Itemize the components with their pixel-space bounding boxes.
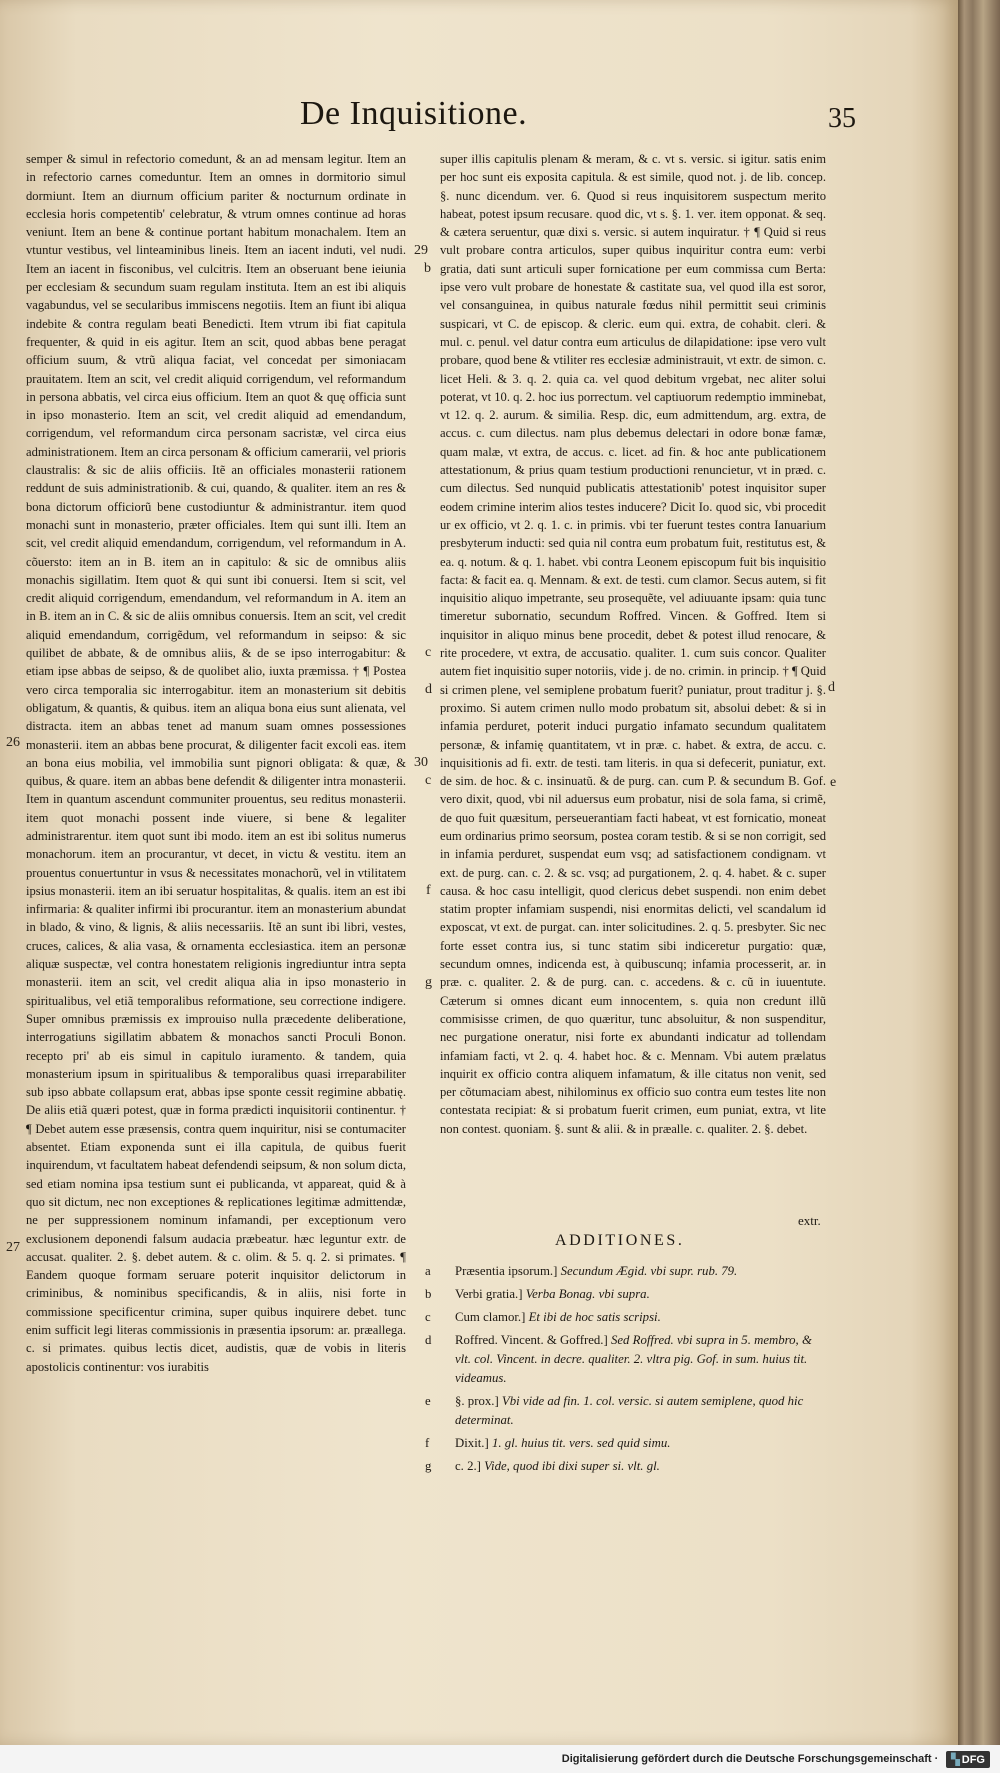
margin-letter-f: f [426,883,431,898]
left-text-column [26,150,406,1470]
addition-letter: f [425,1436,430,1450]
margin-number-30: 30 [414,755,428,770]
addition-letter: a [425,1264,431,1278]
right-column-text: super illis capitulis plenam & meram, & c. vt s. versic. si igitur. satis enim per hoc sunt eis exposita capitula. & est simile, quod not. j. de lib. concep. §. nunc dicendum. ver. 6. Quod si reus inquisitorem suspectum merito habeat, potest ipsum recusare. quod dic, vt s. §. 1. ver. item opponat. & seq. & cætera seruentur, quæ dixi s. versic. si autem inquiratur. † ¶ Quid si reus vult probare contra articulos, super quibus inquiritur contra eum: verbi gratia, dati sunt articuli super fornicatione per eum commissa cum Berta: ipse vero vult probare de honestate & castitate sua, vel quod illa est soror, vel consanguinea, in quibus naturale fœdus nihil permittit seui criminis suspicari, vt C. de episcop. & cleric. eum qui. extra, de cohabit. cleri. & mul. c. penul. vel datur contra eum articulus de dilapidatione: ipse vero vult probare, quod bene & vtiliter res ecclesiæ administrauit, vt extr. de simon. c. licet Heli. & 3. q. 2. quia ca. vel quod debitum vrgebat, nec aliter solui poterat, vt 10. q. 2. hoc ius porrectum. vel captiuorum redemptio imminebat, vt 12. q. 2. aurum. & similia. Resp. dic, eum admittendum, arg. extra, de accus. c. cum dilectus. nam plus debemus delectari in odore bonæ famæ, quam malæ, vt extra, de accus. c. licet. ad fin. & hoc ante publicationem attestationum, & prius quam testium productioni renuncietur, vt in præd. c. cum dilectus. Sed nunquid publicatis attestationib' potest inquisitor super eodem crimine interim alios testes inducere? Dicit Io. quod sic, vbi procedit ur ex officio, vt 2. q. 1. c. in primis. vbi ter fuerunt testes contra Ianuarium presbyterum inducti: sed quia nil contra eum probatum fuit, restitutus est, & ea. q. notum. & q. 1. habet. vbi contra Leonem episcopum fuit bis inquisitio facta: & facit ea. q. Mennam. & ext. de testi. cum clamor. Secus autem, si fit inquisitio aliquo impetrante, seu prosequẽte, vel adiuuante ipsam: quia tunc timeretur subornatio, secundum Roffred. Vincen. & Goffred. Item si inquisitor in aliquo minus bene procedit, debet & potest illud renocare, & rite procedere, vt extra, de accusatio. qualiter. 1. cum suis concor. Qualiter autem fiet inquisitio super notoriis, vide j. de no. crimin. in princip. † ¶ Quid si crimen plene, vel semiplene probatum fuerit? puniatur, prout traditur j. §. proximo. Si autem crimen nullo modo probatum sit, absolui debet: & si in infamia perduret, poterit induci purgatio infamato secundum qualitatem personæ, & infamię quantitatem, vt in præ. c. habet. & extra, de accu. c. inquisitionis ad fi. extr. de testi. tam literis. in qua si defecerit, puniatur, ext. de sim. de hoc. & c. insinuatũ. & de purg. can. cum P. & secundum B. Gof. vero dixit, quod, vbi nil aduersus eum probatur, nisi de sola fama, si crimẽ, de quo fuit quæsitum, perseuerantiam facti habeat, vt est fornicatio, moneat eum ordinarius primo seorsum, postea coram testib. & si se non corrigit, sed in infamia perduret, suspendat eum vsq; ad satisfactionem condignam. vt ext. de purg. can. c. 2. & sc. vsq; ad purgationem, 2. q. 4. habet. & c. super causa. & hoc casu intelligit, quod clericus debet suspendi. non enim debet statim propter infamiam suspendi, nisi enormitas delicti, vel scandalum id exposcat, vt ext. de purgat. can. inter solicitudines. 2. q. 5. presbyter. Sic nec forte esset contra ius, si tunc statim sibi indiceretur purgatio: quæ, secundum omnes, indicenda est, à quibuscunq; infamia processerit, ar. in præ. c. qualiter. 2. & de purg. can. c. accedens. & c. cũ in iuuentute. Cæterum si omnes dicant eum innocentem, s. quia non credunt illũ commisisse crimen, de quo quæritur, tunc absoluitur, & non suspenditur, nec purgatione oneratur, nisi forte ex abundanti indicatur ad tollendam infamiam facti, vt 2. q. 4. habet hoc. & c. Mennam. Vbi autem prælatus inquirit ex officio contra aliquem infamatum, & ille citatus non venit, sed per cõtumaciam abest, nihilominus ex officio suo contra eum testes lite non contestata recipiat: & si probatum fuerit crimen, eum puniat, extra, vt lite non contest. quoniam. §. sunt & alii. & in præalle. c. qualiter. 2. §. debet. [440,152,826,1136]
addition-letter: b [425,1287,432,1301]
footer-bar [0,1745,1000,1773]
margin-letter-c2: c [425,773,432,788]
addition-letter: c [425,1310,431,1324]
margin-letter-e: e [830,775,837,790]
addition-item [425,1392,825,1430]
addition-note: Verba Bonag. vbi supra. [525,1287,650,1301]
margin-number-29: 29 [414,243,428,258]
addition-note: Et ibi de hoc satis scripsi. [528,1310,661,1324]
page-fore-edge [958,0,1000,1745]
additions-list [425,1262,825,1480]
addition-item [425,1285,825,1304]
addition-lemma: Roffred. Vincent. & Goffred.] [455,1333,608,1347]
dfg-logo [946,1751,990,1768]
catchword: extr. [798,1213,821,1228]
addition-letter: d [425,1333,432,1347]
left-column-text: semper & simul in refectorio comedunt, & an ad mensam legitur. Item an in refectorio carnes comeduntur. Item an omnes in dormitorio simul dormiunt. Item an diurnum officium pariter & nocturnum ordinate in ecclesia horis competentib' celebratur, & vtrum omnes continue ad horas veniunt. Item an bene & continue portant habitum monachalem. Item an vtuntur vestibus, vel linteaminibus lineis. Item an iacent induti, vel nudi. Item an iacent in fisconibus, vel culcitris. Item an obseruant bene ieiunia per ecclesiam & secundum suam regulam instituta. Item an est ibi aliquis vagabundus, vel se secularibus immiscens negotiis. Item an fiunt ibi aliqua indebite & contra regulam beati Benedicti. Item vtrum ibi fiat capitula frequenter, & quid in eis agitur. Item an scit, quod abbas bene peragat officium suum, & vtrũ aliqua faciat, vel concedat per simoniacam prauitatem. Item an scit, vel credit aliquid corrigendum, vel reformandum in persona abbatis, vel circa eius officium. Item an quot & quę officia sunt in ipso monasterio. Item an scit, vel credit aliquid ad emendandum, corrigendum, vel reformandum circa personam sacristæ, vel circa eius administrationem. Item an circa personam & officium camerarii, vel prioris claustralis: & sic de aliis officiis. Itẽ an officiales monasterii rationem reddunt de suis administrationib. & cui, quando, & qualiter. item an res & bona dictorum officiorũ bene custodiuntur & administrantur. item quod monachi sunt in monasterio, præter officiales. Item qui sunt illi. Item an scit, vel credit aliquid emendandum, corrigendum, vel reformandum in A. cõuersto: item an in B. item an in capitulo: & sic de omnibus aliis monachis sigillatim. Item quot & qui sunt ibi conuersi. Item si scit, vel credit aliquid corrigendum, emendandum, vel reformandum in A. item an in B. item an in C. & sic de aliis omnibus conuersis. Item an scit, vel credit aliquid emendandum, corrigẽdum, vel reformandum in seipso: & sic quilibet de abbate, & de omnibus aliis, & de se ipso interrogabitur: & etiam ipse abbas de seipso, & de quolibet alio, iuxta præmissa. † ¶ Postea vero circa temporalia sic interrogabitur. item an monasterium sit debitis obligatum, & quantis, & quibus. item an aliqua bona eius sunt alienata, vel distracta. item an abbas tenet ad manum suam omnes possessiones monasterii. item an abbas bene procurat, & diligenter facit excoli eas. item an bona eius mobilia, vel immobilia sunt pignori obligata: & quæ, & quibus, & quare. item an abbas bene defendit & diligenter intra monasterii. Item in quantum ascendunt communiter prouentus, seu reditus monasterii. item quot monachi possent inde viuere, si bene & legaliter administrarentur. item quot sunt ibi modo. item an est ibi solitus numerus monachorum. item an procurantur, vt decet, in victu & vestitu. item an prouentus conuertuntur in vsus & necessitates monachorũ, vel in vtilitatem ipsius monasterii. item an ibi seruatur hospitalitas, & qualis. item an est ibi infirmaria: & qualiter infirmi ibi procurantur. item an monasterium abundat in blado, & vino, & lignis, & aliis necessariis. Itẽ an sunt ibi libri, vestes, cruces, calices, & alia vasa, & ornamenta ecclesiastica. item an personæ aliquæ suspectæ, vel contra honestatem religionis ingrediuntur intra septa monasterii. item an scit, vel credit aliqua alia in ipso monasterio in spiritualibus, vel etiã temporalibus reformatione, seu correctione indigere. Super omnibus præmissis ex improuiso nulla præcedente deliberatione, interrogatiuns sigillatim abbatem & monachos sancti Proculi Bonon. recepto pri' ab eis simul in capitulo iuramento. & tandem, quia monasterium ipsum in spiritualibus & temporalibus quasi irreparabiliter sub ipso abbate collapsum erat, abbas ipse sponte cessit regimine abbatię. De aliis etiã quæri potest, quæ in forma prædicti inquisitorii continentur. † ¶ Debet autem esse præsensis, contra quem inquiritur, nisi se contumaciter absentet. Etiam exponenda sunt ei illa capitula, de quibus fuerit inquirendum, vt facultatem habeat defendendi seipsum, & non solum dicta, sed etiam nomina ipsa testium sunt ei publicanda, vt appareat, quid & à quo sit dictum, nec non exceptiones & replicationes legitimæ admittendæ, ne per suppressionem nominum infamandi, per exceptionum vero exclusionem deponendi falsum audacia præbeatur. hæc leguntur extr. de accusat. qualiter. 2. §. debet autem. & c. olim. & 5. q. 2. si primates. ¶ Eandem quoque formam seruare poterit inquisitor delictorum in criminibus, & nominibus specificandis, & in aliis, nisi forte in commissione specificentur crimina, super quibus inquirere debet. tunc enim sufficit legi literas commissionis in præsentia ipsorum: ar. præallega. c. si primates. quibus lectis dicet, audistis, quæ de vobis in literis apostolicis continentur: vos iurabitis [26,152,406,1374]
addition-note: Secundum Ægid. vbi supr. rub. 79. [560,1264,738,1278]
margin-number-27: 27 [6,1240,20,1255]
addition-item [425,1434,825,1453]
addition-item [425,1457,825,1476]
addition-item [425,1331,825,1388]
addition-item [425,1262,825,1281]
addition-lemma: Verbi gratia.] [455,1287,523,1301]
addition-letter: e [425,1394,431,1408]
addition-note: 1. gl. huius tit. vers. sed quid simu. [491,1436,671,1450]
additions-heading: ADDITIONES. [555,1232,685,1249]
funding-credit: Digitalisierung gefördert durch die Deutsche Forschungsgemeinschaft · [561,1753,939,1765]
addition-item [425,1308,825,1327]
margin-letter-c: c [425,645,432,660]
addition-lemma: §. prox.] [455,1394,499,1408]
addition-note: Sed Roffred. vbi supra in 5. membro, & vlt. col. Vincent. in decre. qualiter. 2. vltra pig. Gof. in sum. huius tit. videamus. [455,1333,812,1385]
addition-note: Vbi vide ad fin. 1. col. versic. si autem semiplene, quod hic determinat. [455,1394,804,1427]
dfg-logo-text: DFG [961,1753,985,1766]
addition-note: Vide, quod ibi dixi super si. vlt. gl. [484,1459,660,1473]
page-number: 35 [828,103,856,134]
dfg-mark-icon: ▚ [951,1753,960,1766]
addition-letter: g [425,1459,432,1473]
margin-letter-d-outer: d [828,680,835,695]
margin-number-26: 26 [6,735,20,750]
running-head: De Inquisitione. [300,95,528,132]
addition-lemma: Præsentia ipsorum.] [455,1264,558,1278]
margin-letter-b: b [424,261,431,276]
right-text-column [440,150,826,1210]
addition-lemma: Cum clamor.] [455,1310,526,1324]
addition-lemma: Dixit.] [455,1436,489,1450]
margin-letter-d: d [425,682,432,697]
margin-letter-g: g [425,975,432,990]
addition-lemma: c. 2.] [455,1459,481,1473]
